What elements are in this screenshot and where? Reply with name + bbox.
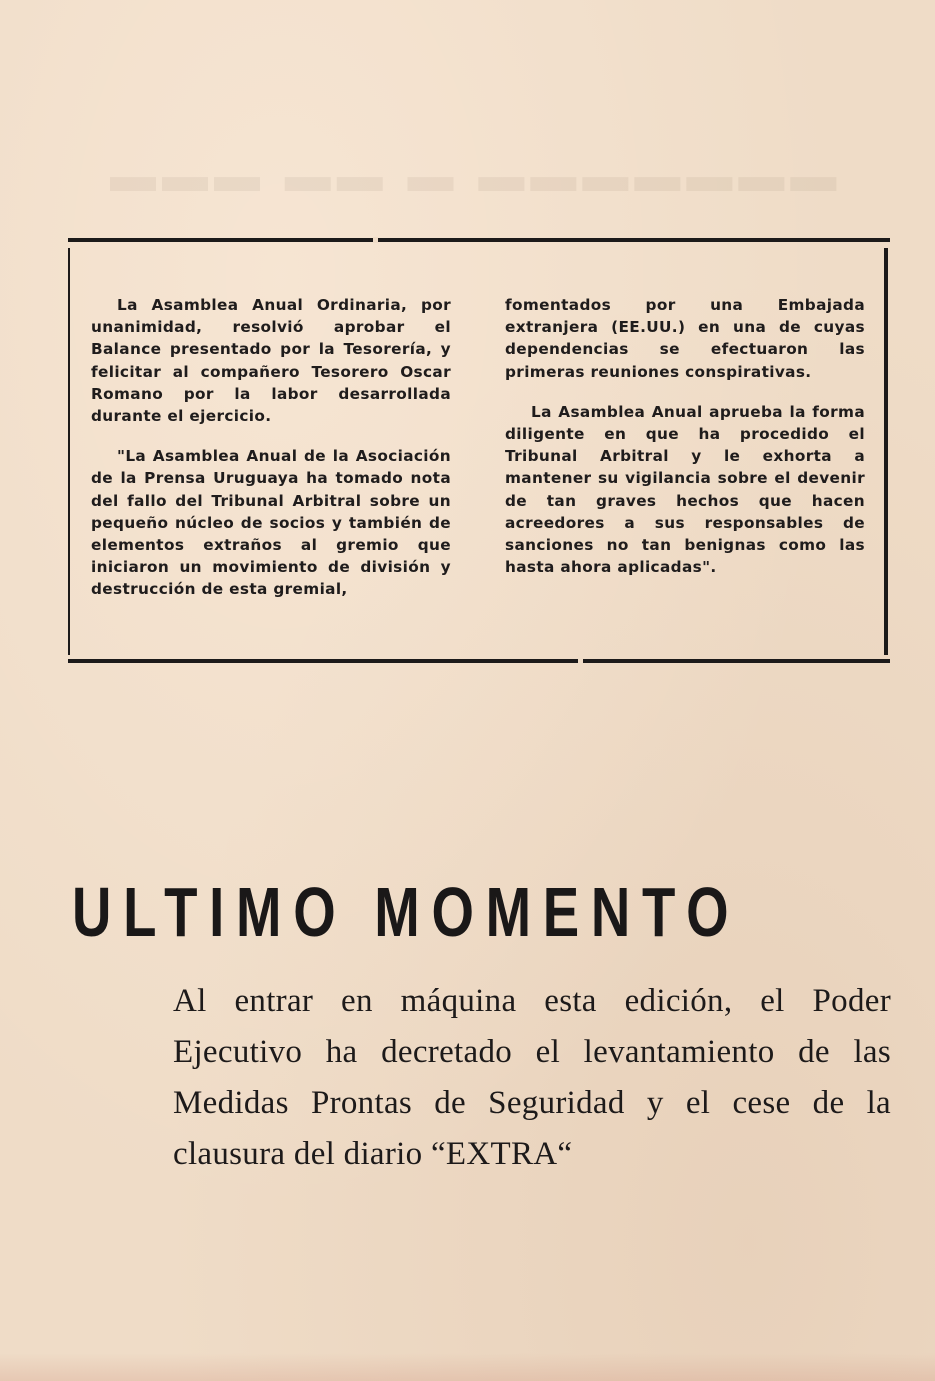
bottom-rule xyxy=(68,659,890,663)
arbitral-ruling-paragraph: "La Asamblea Anual de la Asociación de la Prensa Uruguaya ha tomado nota del fallo del Tribunal Arbitral sobre un pequeño núcleo de socios y también de elementos extraños al gremio que iniciaron un movimiento de división y destrucción de esta gremial, xyxy=(91,447,451,599)
assembly-approval-paragraph: La Asamblea Anual aprueba la forma diligente en que ha procedido el Tribunal Arbitral y le exhorta a mantener su vigilancia sobre el devenir de tan graves hechos que hacen acreedores a sus responsables de sanciones no tan benignas como las hasta ahora aplicadas". xyxy=(505,402,865,577)
notice-column-left xyxy=(91,294,451,619)
last-minute-bulletin: Al entrar en máquina esta edición, el Poder Ejecutivo ha decretado el levantamiento de las Medidas Prontas de Seguridad y el cese de la clausura del diario “EXTRA“ xyxy=(173,983,891,1172)
right-rule xyxy=(884,248,888,655)
top-rule xyxy=(68,238,890,242)
last-minute-headline: ULTIMO MOMENTO xyxy=(72,873,741,951)
embassy-continuation-paragraph: fomentados por una Embajada extranjera (EE.UU.) en una de cuyas dependencias se efectuaron las primeras reuniones conspirativas. xyxy=(505,296,865,381)
paper-edge-shading xyxy=(0,1353,935,1381)
balance-approval-paragraph: La Asamblea Anual Ordinaria, por unanimidad, resolvió aprobar el Balance presentado por la Tesorería, y felicitar al compañero Tesorero Oscar Romano por la labor desarrollada durante el ejercicio. xyxy=(91,296,451,426)
assembly-notice-box xyxy=(68,238,890,663)
notice-column-right xyxy=(505,294,865,596)
bleed-through-heading: ▬▬▬ ▬▬ ▬ ▬▬▬▬▬▬▬ xyxy=(110,149,843,201)
left-rule xyxy=(68,248,70,655)
